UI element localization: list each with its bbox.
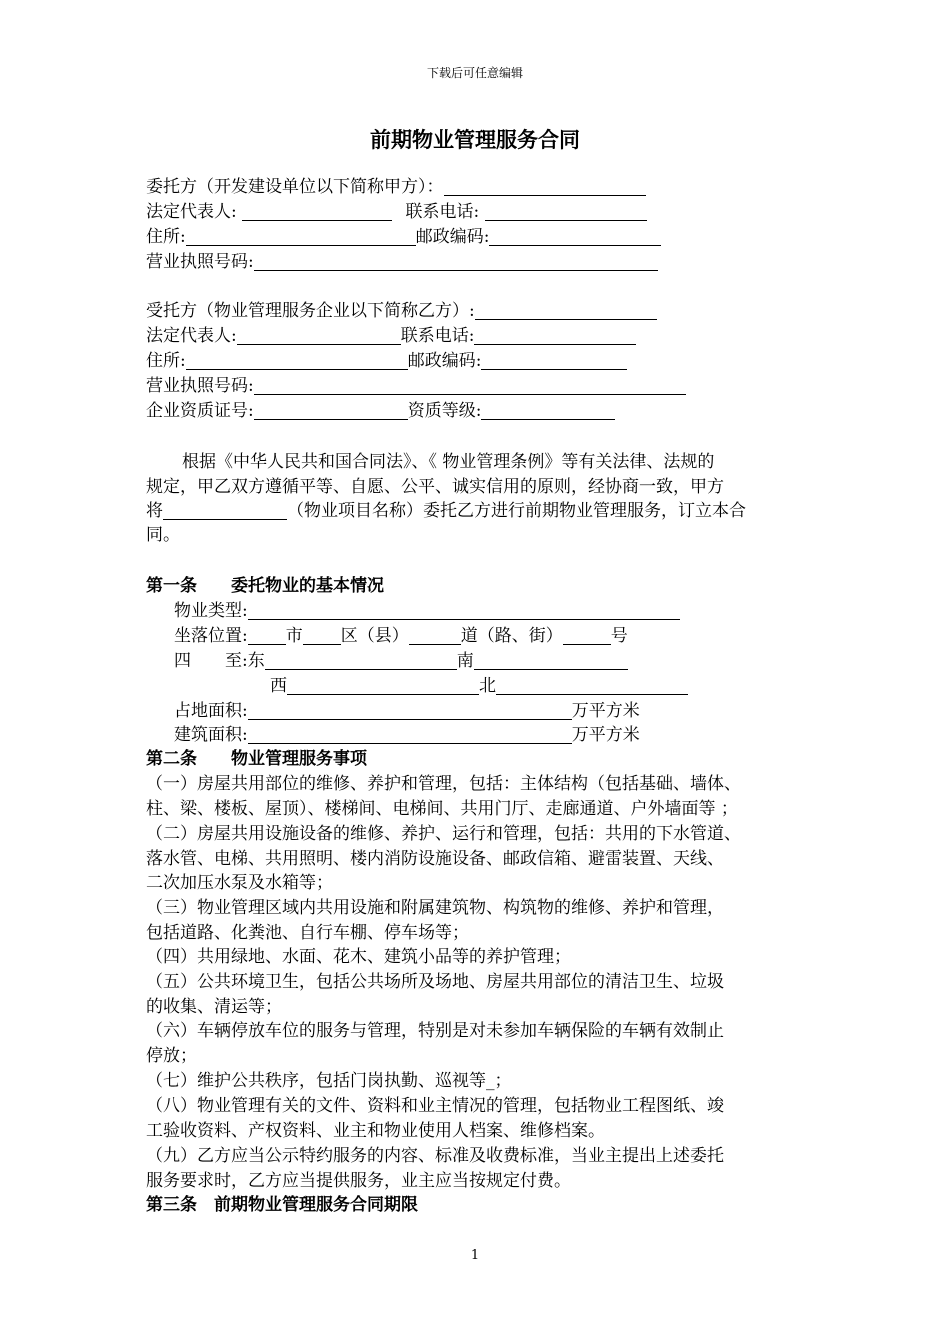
building-area-line	[174, 724, 640, 746]
party-b-rep-label: 法定代表人:	[146, 326, 237, 346]
party-b-rep-blank[interactable]	[237, 326, 401, 345]
art2-line: 包括道路、化粪池、自行车棚、停车场等；	[146, 923, 469, 943]
party-a-license-line	[146, 251, 658, 273]
location-label: 坐落位置:	[174, 626, 248, 646]
art2-line: 服务要求时，乙方应当提供服务，业主应当按规定付费。	[146, 1171, 571, 1191]
party-b-label: 受托方（物业管理服务企业以下简称乙方）:	[146, 301, 475, 321]
art2-line: （一）房屋共用部位的维修、养护和管理，包括：主体结构（包括基础、墙体、	[146, 774, 741, 794]
art2-line: （三）物业管理区域内共用设施和附属建筑物、构筑物的维修、养护和管理，	[146, 898, 724, 918]
party-a-addr-line	[146, 226, 661, 248]
property-type-label: 物业类型:	[174, 601, 248, 621]
district-blank[interactable]	[303, 626, 341, 645]
art2-line: （六）车辆停放车位的服务与管理，特别是对未参加车辆保险的车辆有效制止	[146, 1021, 724, 1041]
project-name-blank[interactable]	[163, 501, 287, 520]
party-b-grade-label: 资质等级:	[407, 401, 482, 421]
art2-line: 二次加压水泵及水箱等；	[146, 873, 333, 893]
east-blank[interactable]	[265, 651, 457, 670]
party-a-phone-label: 联系电话:	[405, 202, 480, 222]
art2-line: （四）共用绿地、水面、花木、建筑小品等的养护管理；	[146, 947, 571, 967]
art2-line: 柱、梁、楼板、屋顶）、楼梯间、电梯间、共用门厅、走廊通道、户外墙面等 ；	[146, 799, 738, 819]
party-a-license-label: 营业执照号码:	[146, 252, 254, 272]
document-title: 前期物业管理服务合同	[370, 127, 580, 152]
party-b-grade-blank[interactable]	[481, 401, 615, 420]
article-3-heading: 第三条 前期物业管理服务合同期限	[146, 1195, 418, 1215]
party-a-rep-blank[interactable]	[242, 202, 392, 221]
north-blank[interactable]	[496, 676, 688, 695]
property-type-line	[174, 600, 680, 622]
article-2-heading: 第二条 物业管理服务事项	[146, 749, 367, 769]
art2-line: （二）房屋共用设施设备的维修、养护、运行和管理，包括：共用的下水管道、	[146, 824, 741, 844]
intro-line-3	[146, 500, 746, 522]
intro-line-1: 根据《中华人民共和国合同法》、《 物业管理条例》等有关法律、法规的	[182, 452, 715, 472]
party-a-label: 委托方（开发建设单位以下简称甲方）：	[146, 177, 444, 197]
land-area-line	[174, 700, 640, 722]
south-blank[interactable]	[474, 651, 628, 670]
party-b-license-line	[146, 375, 686, 397]
party-a-postcode-label: 邮政编码:	[415, 227, 490, 247]
art2-line: （九）乙方应当公示特约服务的内容、标准及收费标准，当业主提出上述委托	[146, 1146, 724, 1166]
page-header: 下载后可任意编辑	[426, 66, 523, 80]
art2-line: 的收集、清运等；	[146, 997, 282, 1017]
building-area-blank[interactable]	[248, 725, 572, 744]
party-b-rep-line	[146, 325, 636, 347]
property-type-blank[interactable]	[248, 601, 680, 620]
district-label: 区（县）	[340, 626, 409, 646]
west-blank[interactable]	[287, 676, 479, 695]
intro-line-2: 规定，甲乙双方遵循平等、自愿、公平、诚实信用的原则，经协商一致，甲方	[146, 477, 724, 497]
art2-line: （七）维护公共秩序，包括门岗执勤、巡视等_；	[146, 1071, 512, 1091]
intro-line-4: 同。	[146, 525, 180, 545]
north-label: 北	[479, 676, 496, 696]
party-a-postcode-blank[interactable]	[489, 227, 661, 246]
article-1-heading: 第一条 委托物业的基本情况	[146, 576, 384, 596]
intro-line-3-start: 将	[146, 501, 163, 521]
art2-line: 停放；	[146, 1046, 197, 1066]
number-blank[interactable]	[563, 626, 611, 645]
land-area-unit: 万平方米	[571, 701, 640, 721]
party-b-addr-line	[146, 350, 627, 372]
land-area-label: 占地面积:	[174, 701, 248, 721]
party-a-addr-blank[interactable]	[186, 227, 416, 246]
party-b-cert-line	[146, 400, 615, 422]
road-blank[interactable]	[409, 626, 461, 645]
location-line	[174, 625, 628, 647]
boundary-label: 四 至:	[174, 651, 248, 671]
west-label: 西	[270, 676, 287, 696]
party-a-rep-label: 法定代表人:	[146, 202, 237, 222]
art2-line: 落水管、电梯、共用照明、楼内消防设施设备、邮政信箱、避雷装置、天线、	[146, 849, 724, 869]
party-a-phone-blank[interactable]	[485, 202, 647, 221]
south-label: 南	[456, 651, 474, 671]
party-a-blank[interactable]	[444, 177, 646, 196]
art2-line: （八）物业管理有关的文件、资料和业主情况的管理，包括物业工程图纸、竣	[146, 1096, 724, 1116]
party-b-line	[146, 300, 657, 322]
boundary-line-1	[174, 650, 628, 672]
art2-line: 工验收资料、产权资料、业主和物业使用人档案、维修档案。	[146, 1121, 605, 1141]
party-b-blank[interactable]	[475, 301, 657, 320]
page-number: 1	[470, 1248, 480, 1263]
east-label: 东	[247, 651, 265, 671]
boundary-line-2	[270, 675, 688, 697]
intro-line-3-end: （物业项目名称）委托乙方进行前期物业管理服务，订立本合	[287, 501, 746, 521]
city-blank[interactable]	[248, 626, 286, 645]
number-label: 号	[610, 626, 628, 646]
party-a-license-blank[interactable]	[254, 252, 658, 271]
city-label: 市	[285, 626, 303, 646]
party-b-postcode-label: 邮政编码:	[407, 351, 482, 371]
party-a-addr-label: 住所:	[146, 227, 186, 247]
party-b-license-label: 营业执照号码:	[146, 376, 254, 396]
party-b-addr-label: 住所:	[146, 351, 186, 371]
art2-line: （五）公共环境卫生，包括公共场所及场地、房屋共用部位的清洁卫生、垃圾	[146, 972, 724, 992]
party-a-rep-line	[146, 201, 647, 223]
land-area-blank[interactable]	[248, 701, 572, 720]
party-b-postcode-blank[interactable]	[481, 351, 627, 370]
party-a-line	[146, 176, 646, 198]
party-b-phone-label: 联系电话:	[400, 326, 475, 346]
building-area-label: 建筑面积:	[174, 725, 248, 745]
party-b-addr-blank[interactable]	[186, 351, 408, 370]
party-b-phone-blank[interactable]	[474, 326, 636, 345]
party-b-license-blank[interactable]	[254, 376, 686, 395]
building-area-unit: 万平方米	[571, 725, 640, 745]
party-b-cert-blank[interactable]	[254, 401, 408, 420]
party-b-cert-label: 企业资质证号:	[146, 401, 254, 421]
road-label: 道（路、街）	[460, 626, 563, 646]
